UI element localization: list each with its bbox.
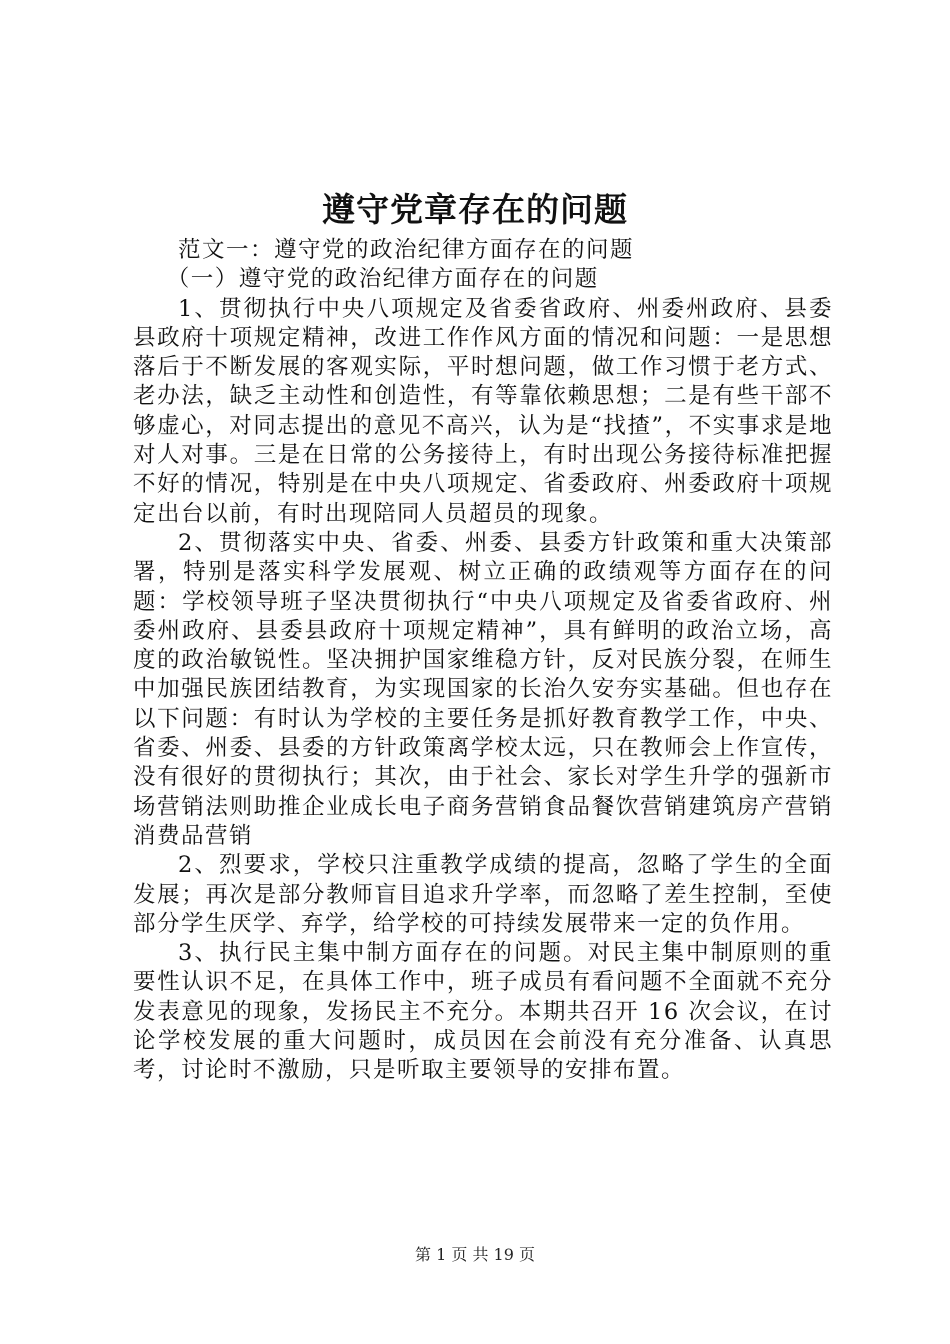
document-title: 遵守党章存在的问题 (322, 190, 628, 229)
paragraph: 2、烈要求，学校只注重教学成绩的提高，忽略了学生的全面发展；再次是部分教师盲目追求升学率，而忽略了差生控制，至使部分学生厌学、弃学，给学校的可持续发展带来一定的负作用。 (133, 852, 833, 937)
page-footer: 第 1 页 共 19 页 (415, 1245, 535, 1264)
paragraph: 1、贯彻执行中央八项规定及省委省政府、州委州政府、县委县政府十项规定精神，改进工作作风方面的情况和问题：一是思想落后于不断发展的客观实际，平时想问题，做工作习惯于老方式、老办法，缺乏主动性和创造性，有等靠依赖思想；二是有些干部不够虚心，对同志提出的意见不高兴，认为是“找揸”，不实事求是地对人对事。三是在日常的公务接待上，有时出现公务接待标准把握不好的情况，特别是在中央八项规定、省委政府、州委政府十项规定出台以前，有时出现陪同人员超员的现象。 (133, 295, 833, 527)
document-body (133, 236, 833, 1086)
paragraph: 2、贯彻落实中央、省委、州委、县委方针政策和重大决策部署，特别是落实科学发展观、树立正确的政绩观等方面存在的问题：学校领导班子坚决贯彻执行“中央八项规定及省委省政府、州委州政府、县委县政府十项规定精神”，具有鲜明的政治立场，高度的政治敏锐性。坚决拥护国家维稳方针，反对民族分裂，在师生中加强民族团结教育，为实现国家的长治久安夯实基础。但也存在以下问题：有时认为学校的主要任务是抓好教育教学工作，中央、省委、州委、县委的方针政策离学校太远，只在教师会上作宣传，没有很好的贯彻执行；其次，由于社会、家长对学生升学的强新市场营销法则助推企业成长电子商务营销食品餐饮营销建筑房产营销消费品营销 (133, 529, 833, 849)
paragraph-heading: 范文一：遵守党的政治纪律方面存在的问题 (178, 237, 635, 263)
paragraph-subheading: （一）遵守党的政治纪律方面存在的问题 (166, 266, 599, 293)
paragraph: 3、执行民主集中制方面存在的问题。对民主集中制原则的重要性认识不足，在具体工作中，班子成员有看问题不全面就不充分发表意见的现象，发扬民主不充分。本期共召开 16 次会议，在讨论学校发展的重大问题时，成员因在会前没有充分准备、认真思考，讨论时不激励，只是听取主要领导的安排布置。 (133, 940, 833, 1084)
